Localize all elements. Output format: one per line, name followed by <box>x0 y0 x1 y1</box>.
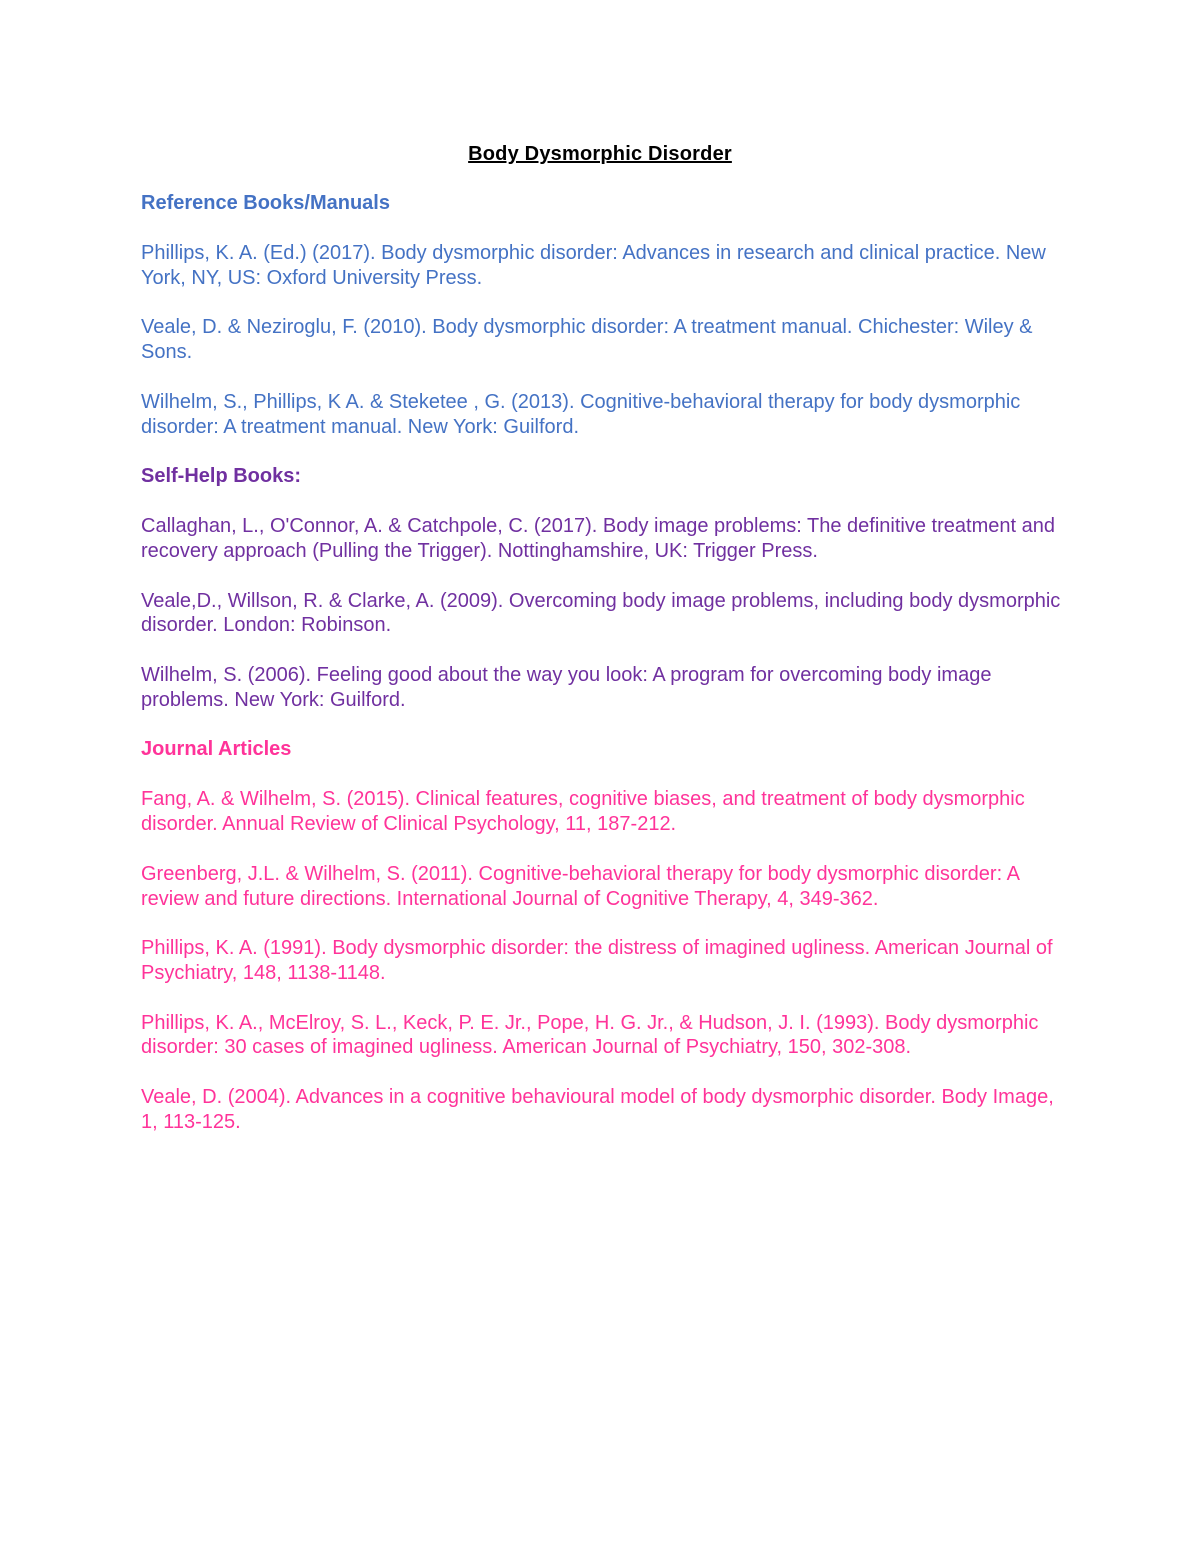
reference-entry: Phillips, K. A. (1991). Body dysmorphic disorder: the distress of imagined ugliness. American Journal of Psychiatry, 148, 1138-1148. <box>141 937 1053 984</box>
reference-entry: Veale, D. & Neziroglu, F. (2010). Body dysmorphic disorder: A treatment manual. Chichester: Wiley & Sons. <box>141 316 1033 364</box>
reference-entry: Phillips, K. A., McElroy, S. L., Keck, P. E. Jr., Pope, H. G. Jr., & Hudson, J. I. (1993). Body dysmorphic disorder: 30 cases of imagined ugliness. American Journal of Psychiatry, 150, 302-308. <box>141 1011 1039 1059</box>
reference-entry: Phillips, K. A. (Ed.) (2017). Body dysmorphic disorder: Advances in research and clinical practice. New York, NY, US: Oxford University Press. <box>141 242 1046 289</box>
reference-entry: Greenberg, J.L. & Wilhelm, S. (2011). Cognitive-behavioral therapy for body dysmorphic disorder: A review and future directions. International Journal of Cognitive Therapy, 4, 349-362. <box>141 862 1019 910</box>
reference-entry: Veale,D., Willson, R. & Clarke, A. (2009). Overcoming body image problems, including body dysmorphic disorder. London: Robinson. <box>141 589 1061 637</box>
document-body <box>141 191 1066 1159</box>
section-heading-self-help: Self-Help Books: <box>141 465 302 488</box>
reference-entry: Veale, D. (2004). Advances in a cognitive behavioural model of body dysmorphic disorder. Body Image, 1, 113-125. <box>141 1086 1054 1133</box>
section-self-help-books <box>141 464 1066 712</box>
reference-entry: Wilhelm, S., Phillips, K A. & Steketee , G. (2013). Cognitive-behavioral therapy for body dysmorphic disorder: A treatment manual. New York: Guilford. <box>141 390 1021 438</box>
section-heading-journal: Journal Articles <box>141 738 292 761</box>
reference-entry: Wilhelm, S. (2006). Feeling good about the way you look: A program for overcoming body image problems. New York: Guilford. <box>141 664 992 711</box>
document-title: Body Dysmorphic Disorder <box>468 143 732 165</box>
section-reference-books <box>141 191 1066 439</box>
reference-entry: Callaghan, L., O'Connor, A. & Catchpole, C. (2017). Body image problems: The definitive treatment and recovery approach (Pulling the Trigger). Nottinghamshire, UK: Trigger Press. <box>141 515 1055 562</box>
reference-entry: Fang, A. & Wilhelm, S. (2015). Clinical features, cognitive biases, and treatment of body dysmorphic disorder. Annual Review of Clinical Psychology, 11, 187-212. <box>141 788 1025 836</box>
section-heading-reference: Reference Books/Manuals <box>141 192 390 214</box>
section-journal-articles <box>141 737 1066 1134</box>
